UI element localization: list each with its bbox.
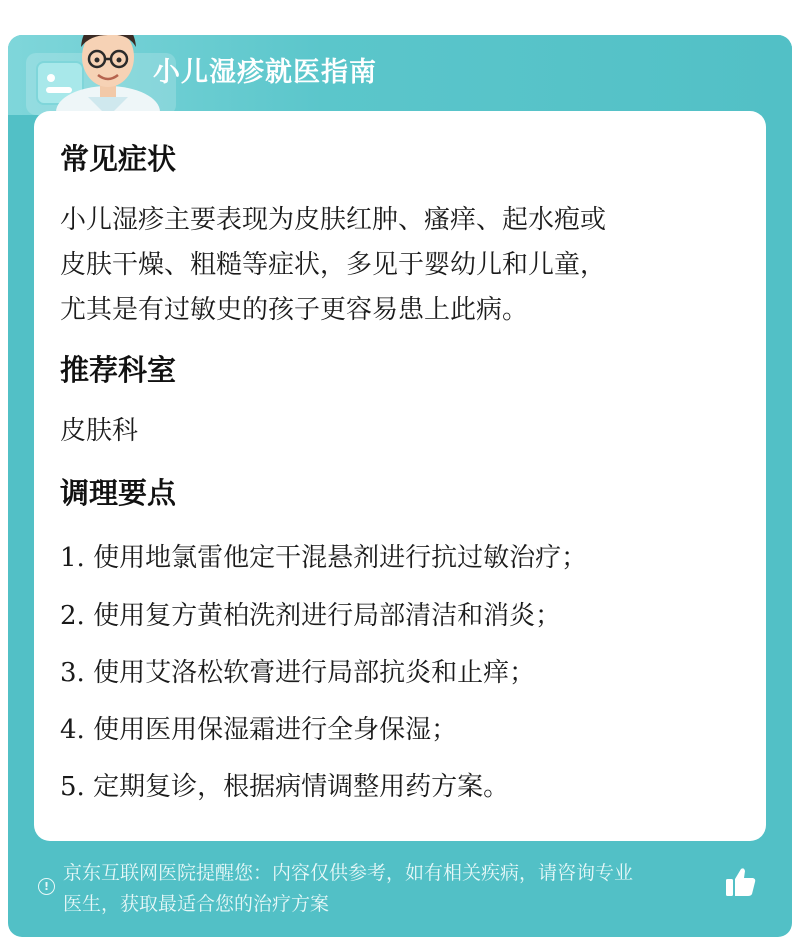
thumbs-up-icon[interactable] (724, 865, 758, 899)
list-item-text: 使用医用保湿霜进行全身保湿； (93, 715, 458, 745)
list-item-number: 1. (60, 543, 85, 573)
list-item-number: 5. (60, 772, 85, 802)
list-item (60, 595, 561, 632)
list-item-text: 使用复方黄柏洗剂进行局部清洁和消炎； (93, 601, 562, 631)
section-heading-care: 调理要点 (60, 476, 177, 510)
list-item-number: 4. (60, 715, 85, 745)
page-title: 小儿湿疹就医指南 (153, 57, 377, 88)
list-item-text: 使用地氯雷他定干混悬剂进行抗过敏治疗； (93, 543, 588, 573)
info-icon: ! (38, 878, 55, 895)
list-item (60, 652, 535, 689)
content-card (34, 111, 766, 841)
list-item-number: 3. (60, 658, 85, 688)
disclaimer-line: 医生，获取最适合您的治疗方案 (63, 893, 330, 915)
disclaimer-line: 京东互联网医院提醒您：内容仅供参考，如有相关疾病，请咨询专业 (63, 862, 634, 884)
list-item-text: 使用艾洛松软膏进行局部抗炎和止痒； (93, 658, 536, 688)
symptoms-line: 尤其是有过敏史的孩子更容易患上此病。 (60, 295, 529, 325)
section-heading-department: 推荐科室 (60, 353, 177, 387)
disclaimer-text (63, 858, 728, 920)
list-item (60, 709, 457, 746)
symptoms-line: 小儿湿疹主要表现为皮肤红肿、瘙痒、起水疱或 (60, 205, 607, 235)
list-item (60, 537, 587, 574)
list-item-number: 2. (60, 601, 85, 631)
department-text: 皮肤科 (60, 416, 139, 446)
list-item-text: 定期复诊，根据病情调整用药方案。 (93, 772, 510, 802)
guide-frame (8, 35, 792, 937)
doctor-avatar-icon (48, 35, 168, 117)
symptoms-line: 皮肤干燥、粗糙等症状，多见于婴幼儿和儿童， (60, 250, 607, 280)
list-item (60, 766, 509, 803)
section-heading-symptoms: 常见症状 (60, 142, 177, 176)
symptoms-text (60, 198, 740, 333)
